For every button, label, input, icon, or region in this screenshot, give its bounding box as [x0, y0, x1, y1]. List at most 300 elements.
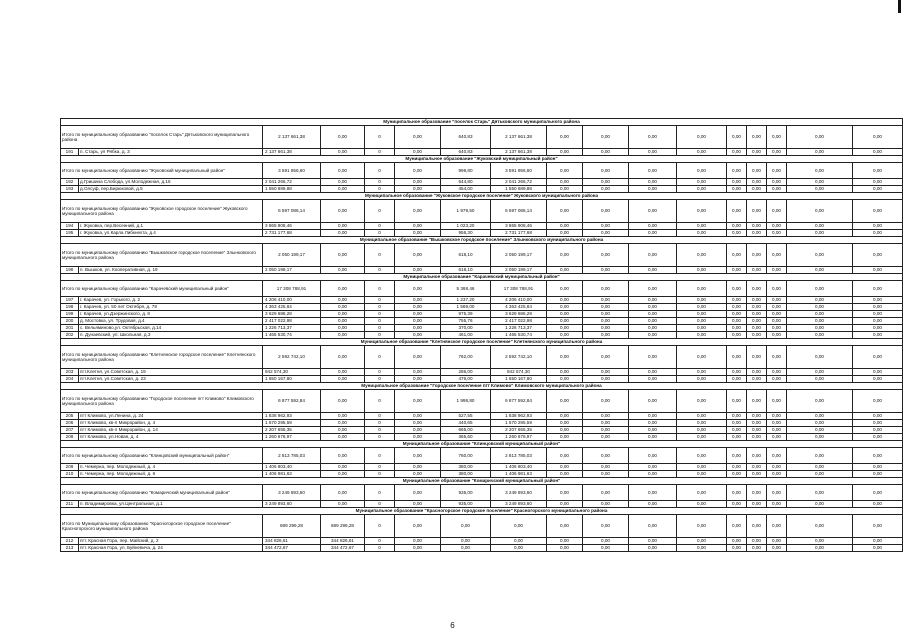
municipality-title: Муниципальное образование "Городское поселение пгт Климово" Климовского муниципального района	[61, 383, 903, 390]
row-value: 1 550 689,88	[491, 186, 547, 193]
total-value: 0,00	[547, 281, 583, 297]
total-value: 1 998,80	[441, 390, 491, 413]
row-value: 0,00	[747, 186, 767, 193]
row-value: 0,00	[677, 545, 727, 552]
row-number: 197	[61, 297, 79, 304]
row-value: 0,00	[853, 420, 903, 427]
row-value: 0,00	[321, 325, 365, 332]
municipality-total-row	[61, 200, 903, 223]
municipality-header-row	[61, 478, 903, 485]
row-value: 0,00	[767, 501, 787, 508]
row-value: 0,00	[727, 538, 747, 545]
row-value: 1 838 962,93	[491, 413, 547, 420]
total-value: 0,00	[491, 515, 547, 538]
municipality-header-row	[61, 339, 903, 346]
house-address: пгт Климово, ул.Ленина, д. 24	[79, 413, 263, 420]
table-row	[61, 149, 903, 156]
row-value: 0,00	[583, 413, 629, 420]
house-address: п. Старь, ул Рябка, д. 3	[79, 149, 263, 156]
row-number: 206	[61, 420, 79, 427]
municipality-header-row	[61, 156, 903, 163]
row-value: 1 406 981,63	[263, 471, 321, 478]
row-value: 2 050 199,17	[263, 267, 321, 274]
row-value: 0,00	[547, 427, 583, 434]
row-value: 0	[365, 471, 395, 478]
row-number: 213	[61, 545, 79, 552]
row-value: 0,00	[547, 223, 583, 230]
row-value: 0,00	[395, 376, 441, 383]
municipality-header-row	[61, 193, 903, 200]
total-value: 0,00	[853, 244, 903, 267]
row-value: 640,83	[441, 149, 491, 156]
row-value: 755,76	[441, 318, 491, 325]
total-value: 0	[365, 200, 395, 223]
row-value: 0,00	[677, 297, 727, 304]
row-value: 0,00	[853, 413, 903, 420]
row-value: 0,00	[853, 186, 903, 193]
table-row	[61, 376, 903, 383]
total-value: 0,00	[727, 200, 747, 223]
row-value: 0,00	[321, 223, 365, 230]
row-value: 0,00	[853, 369, 903, 376]
municipality-total-row	[61, 244, 903, 267]
table-row	[61, 545, 903, 552]
total-value: 2 592 742,10	[491, 346, 547, 369]
row-value: 0,00	[677, 311, 727, 318]
row-value: 0,00	[677, 149, 727, 156]
house-address: п. Чемерна, пер. Молодежный, д. 6	[79, 471, 263, 478]
row-value: 0,00	[395, 413, 441, 420]
row-value: 0,00	[767, 464, 787, 471]
total-value: 0	[365, 515, 395, 538]
row-value: 0	[365, 267, 395, 274]
total-value: 0,00	[677, 244, 727, 267]
house-address: г. Жуковка, пер.Весенний, д.1	[79, 223, 263, 230]
total-value: 0,00	[853, 448, 903, 464]
total-value: 0,00	[321, 163, 365, 179]
row-value: 0,00	[395, 149, 441, 156]
municipality-title: Муниципальное образование "Клетнянское городское поселение" Клетнянского муниципального района	[61, 339, 903, 346]
row-value: 0,00	[853, 545, 903, 552]
total-value: 640,83	[441, 126, 491, 149]
row-number: 202	[61, 332, 79, 339]
total-value: 0,00	[547, 515, 583, 538]
row-value: 1 569,00	[441, 304, 491, 311]
municipality-total-row	[61, 281, 903, 297]
row-value: 0,00	[491, 545, 547, 552]
total-value: 998,80	[441, 163, 491, 179]
total-value: 0,00	[787, 515, 853, 538]
total-label: Итого по муниципальному образованию "Жуковское городское поселение" Жуковского муниципального района	[61, 200, 263, 223]
total-label: Итого по муниципальному образованию "Карачевский муниципальный район"	[61, 281, 263, 297]
total-value: 0,00	[853, 515, 903, 538]
row-value: 0,00	[853, 149, 903, 156]
row-value: 0,00	[629, 318, 677, 325]
row-value: 0,00	[787, 267, 853, 274]
row-value: 0,00	[677, 186, 727, 193]
row-value: 0,00	[547, 369, 583, 376]
table-row	[61, 186, 903, 193]
row-value: 0,00	[747, 230, 767, 237]
row-value: 0	[365, 332, 395, 339]
row-value: 0,00	[677, 369, 727, 376]
house-address: пгт Климово, кв-л Микрорайон, д. 14	[79, 427, 263, 434]
table-row	[61, 332, 903, 339]
row-value: 0,00	[787, 434, 853, 441]
row-value: 0,00	[727, 304, 747, 311]
municipality-header-row	[61, 441, 903, 448]
total-value: 0,00	[547, 244, 583, 267]
row-value: 1 650 167,80	[263, 376, 321, 383]
house-address: п. Чемерна, пер. Молодежный, д. 4	[79, 464, 263, 471]
row-value: 0,00	[747, 311, 767, 318]
total-value: 0,00	[395, 390, 441, 413]
total-value: 0,00	[321, 200, 365, 223]
total-value: 0,00	[787, 244, 853, 267]
row-value: 1 226 713,37	[263, 325, 321, 332]
row-value: 0,00	[727, 471, 747, 478]
row-value: 0,00	[677, 179, 727, 186]
row-value: 0,00	[629, 179, 677, 186]
municipality-title: Муниципальное образование "Красногорское городское поселение" Красногорского муниципального района	[61, 508, 903, 515]
total-value: 2 050 199,17	[263, 244, 321, 267]
row-value: 0,00	[629, 369, 677, 376]
table-row	[61, 413, 903, 420]
total-value: 0,00	[583, 126, 629, 149]
total-value: 0,00	[787, 390, 853, 413]
total-value: 0	[365, 390, 395, 413]
row-value: 0,00	[547, 376, 583, 383]
total-value: 17 308 788,91	[491, 281, 547, 297]
row-value: 0,00	[547, 297, 583, 304]
total-value: 0,00	[629, 448, 677, 464]
row-value: 0,00	[853, 434, 903, 441]
row-value: 0,00	[629, 420, 677, 427]
row-value: 0,00	[583, 420, 629, 427]
row-value: 2 731 177,68	[263, 230, 321, 237]
row-value: 0,00	[767, 297, 787, 304]
row-value: 0,00	[321, 179, 365, 186]
total-value: 0,00	[787, 281, 853, 297]
row-value: 0,00	[547, 538, 583, 545]
row-value: 0,00	[321, 420, 365, 427]
total-value: 0,00	[747, 163, 767, 179]
row-value: 0,00	[395, 545, 441, 552]
row-value: 0,00	[395, 325, 441, 332]
total-value: 2 813 785,03	[263, 448, 321, 464]
row-value: 0	[365, 325, 395, 332]
row-value: 956,30	[441, 230, 491, 237]
row-value: 0,00	[787, 325, 853, 332]
total-value: 0,00	[629, 515, 677, 538]
total-value: 3 591 956,60	[491, 163, 547, 179]
row-number: 207	[61, 427, 79, 434]
table-row	[61, 230, 903, 237]
row-value: 0,00	[629, 376, 677, 383]
total-value: 0,00	[677, 448, 727, 464]
row-value: 0,00	[583, 376, 629, 383]
row-value: 0,00	[747, 413, 767, 420]
total-value: 0,00	[853, 200, 903, 223]
row-value: 0	[365, 311, 395, 318]
row-value: 0,00	[747, 420, 767, 427]
total-value: 0,00	[583, 515, 629, 538]
total-label: Итого по муниципальному образованию "поселок Старь" Дятьковского муниципального района	[61, 126, 263, 149]
row-number: 193	[61, 186, 79, 193]
row-value: 0	[365, 297, 395, 304]
row-value: 0,00	[767, 420, 787, 427]
municipality-header-row	[61, 508, 903, 515]
total-value: 0,00	[747, 485, 767, 501]
house-address: г. Карачев, ул. Горького, д. 2	[79, 297, 263, 304]
row-value: 0,00	[853, 427, 903, 434]
total-value: 0,00	[767, 485, 787, 501]
row-value: 454,00	[441, 186, 491, 193]
total-value: 0,00	[321, 346, 365, 369]
row-value: 0,00	[853, 304, 903, 311]
row-value: 0	[365, 304, 395, 311]
row-value: 0,00	[321, 369, 365, 376]
row-number: 205	[61, 413, 79, 420]
row-value: 4 206 410,00	[491, 297, 547, 304]
row-value: 0,00	[677, 501, 727, 508]
total-value: 0,00	[727, 515, 747, 538]
total-value: 0,00	[629, 346, 677, 369]
row-value: 0,00	[853, 297, 903, 304]
row-value: 0,00	[767, 267, 787, 274]
row-value: 0,00	[767, 427, 787, 434]
row-value: 2 041 266,72	[263, 179, 321, 186]
total-value: 0,00	[583, 200, 629, 223]
row-value: 0,00	[547, 230, 583, 237]
municipality-total-row	[61, 515, 903, 538]
row-number: 191	[61, 149, 79, 156]
row-value: 0,00	[727, 267, 747, 274]
table-row	[61, 304, 903, 311]
total-value: 0,00	[583, 485, 629, 501]
row-value: 0,00	[787, 297, 853, 304]
row-value: 0,00	[727, 413, 747, 420]
row-value: 0	[365, 149, 395, 156]
house-address: д.Олсуф, пер.Бирюковой, д.5	[79, 186, 263, 193]
row-value: 0,00	[853, 325, 903, 332]
house-address: пгт Климово, ул.Новая, д. 4	[79, 434, 263, 441]
row-value: 0,00	[747, 369, 767, 376]
row-value: 2 041 266,72	[491, 179, 547, 186]
row-value: 2 050 199,17	[491, 267, 547, 274]
row-value: 1 406 981,63	[491, 471, 547, 478]
row-number: 204	[61, 376, 79, 383]
row-value: 0	[365, 376, 395, 383]
row-value: 0,00	[395, 304, 441, 311]
row-value: 0,00	[787, 318, 853, 325]
row-number: 199	[61, 311, 79, 318]
row-value: 0,00	[629, 545, 677, 552]
row-value: 0,00	[583, 332, 629, 339]
row-number: 211	[61, 501, 79, 508]
row-value: 0,00	[321, 149, 365, 156]
total-value: 6 597 086,14	[263, 200, 321, 223]
row-value: 0,00	[787, 311, 853, 318]
total-value: 17 308 788,91	[263, 281, 321, 297]
row-value: 4 363 425,84	[263, 304, 321, 311]
row-value: 0,00	[747, 149, 767, 156]
row-value: 461,00	[441, 332, 491, 339]
row-value: 0,00	[547, 149, 583, 156]
row-value: 0,00	[677, 223, 727, 230]
row-value: 0,00	[547, 434, 583, 441]
row-value: 0,00	[491, 538, 547, 545]
house-address: г. Карачев, ул. 50 лет Октября, д. 78	[79, 304, 263, 311]
row-number: 210	[61, 471, 79, 478]
row-value: 0,00	[441, 538, 491, 545]
total-value: 6 597 086,14	[491, 200, 547, 223]
row-value: 0	[365, 427, 395, 434]
total-value: 0,00	[583, 448, 629, 464]
row-value: 0,00	[583, 369, 629, 376]
row-value: 1 838 962,93	[263, 413, 321, 420]
row-value: 1 406 803,40	[263, 464, 321, 471]
margin-mark	[898, 0, 901, 13]
row-value: 0,00	[583, 427, 629, 434]
municipality-header-row	[61, 119, 903, 126]
total-value: 6 877 592,84	[491, 390, 547, 413]
row-value: 344 826,61	[321, 538, 365, 545]
total-value: 0,00	[727, 126, 747, 149]
row-value: 0,00	[583, 186, 629, 193]
municipality-title: Муниципальное образование "Комаричский муниципальный район"	[61, 478, 903, 485]
row-value: 0,00	[583, 149, 629, 156]
row-value: 0,00	[767, 369, 787, 376]
total-value: 1 979,50	[441, 200, 491, 223]
total-value: 0,00	[677, 346, 727, 369]
total-value: 0,00	[787, 163, 853, 179]
row-value: 0,00	[321, 413, 365, 420]
row-number: 198	[61, 304, 79, 311]
row-value: 0,00	[629, 297, 677, 304]
row-value: 0,00	[677, 427, 727, 434]
total-value: 0,00	[677, 126, 727, 149]
total-label: Итого по муниципальному образованию "Городское поселение пгт Климово" Климовского муниципального района	[61, 390, 263, 413]
row-value: 0,00	[321, 376, 365, 383]
row-value: 0,00	[787, 186, 853, 193]
total-value: 0,00	[767, 346, 787, 369]
row-value: 365,60	[441, 434, 491, 441]
total-value: 0,00	[767, 163, 787, 179]
municipality-total-row	[61, 390, 903, 413]
total-value: 0,00	[395, 448, 441, 464]
row-value: 0,00	[767, 413, 787, 420]
house-address: д. Мостовка, ул. Трудовая, д.4	[79, 318, 263, 325]
row-value: 0	[365, 369, 395, 376]
row-value: 0,00	[727, 420, 747, 427]
row-value: 3 629 686,28	[263, 311, 321, 318]
row-value: 1 260 678,97	[263, 434, 321, 441]
house-address: г. Жуковка, ул.Карла Либкнехта, д.4	[79, 230, 263, 237]
row-value: 0,00	[321, 434, 365, 441]
row-value: 0,00	[395, 471, 441, 478]
municipality-header-row	[61, 274, 903, 281]
total-value: 0,00	[727, 485, 747, 501]
row-value: 0,00	[547, 501, 583, 508]
row-value: 0,00	[321, 332, 365, 339]
row-value: 0,00	[767, 311, 787, 318]
row-value: 0,00	[727, 369, 747, 376]
total-value: 0,00	[677, 485, 727, 501]
house-address: пгт.Клетня, ул.Советская, д. 19	[79, 369, 263, 376]
row-value: 0,00	[583, 325, 629, 332]
total-value: 0,00	[727, 448, 747, 464]
total-value: 0,00	[747, 515, 767, 538]
row-value: 2 137 661,38	[491, 149, 547, 156]
row-value: 0,00	[787, 420, 853, 427]
row-value: 0,00	[853, 318, 903, 325]
row-value: 1 237,20	[441, 297, 491, 304]
total-value: 0,00	[727, 163, 747, 179]
row-value: 0,00	[677, 538, 727, 545]
row-value: 0,00	[727, 376, 747, 383]
row-value: 0,00	[321, 230, 365, 237]
total-value: 0,00	[395, 244, 441, 267]
row-value: 0,00	[629, 149, 677, 156]
total-value: 0,00	[767, 244, 787, 267]
row-value: 0,00	[767, 304, 787, 311]
row-value: 0,00	[395, 297, 441, 304]
row-value: 665,00	[441, 427, 491, 434]
house-address: п. Вышков, ул. Кооперативная, д. 19	[79, 267, 263, 274]
row-value: 0,00	[321, 267, 365, 274]
total-value: 0,00	[677, 200, 727, 223]
house-address: пгт. Красная Гора, ул. Буйневича, д. 24	[79, 545, 263, 552]
row-value: 0,00	[547, 471, 583, 478]
row-value: 0,00	[395, 369, 441, 376]
row-value: 344 826,61	[263, 538, 321, 545]
row-value: 0,00	[747, 325, 767, 332]
total-value: 0,00	[787, 200, 853, 223]
row-value: 0,00	[727, 230, 747, 237]
row-value: 0	[365, 179, 395, 186]
row-value: 1 650 167,80	[491, 376, 547, 383]
row-value: 0,00	[441, 545, 491, 552]
total-value: 0,00	[629, 244, 677, 267]
total-value: 0,00	[727, 244, 747, 267]
row-value: 0,00	[677, 471, 727, 478]
row-number: 209	[61, 464, 79, 471]
row-value: 380,00	[441, 471, 491, 478]
row-value: 0,00	[395, 186, 441, 193]
row-value: 0,00	[395, 501, 441, 508]
total-value: 0,00	[583, 390, 629, 413]
row-value: 0,00	[395, 311, 441, 318]
row-value: 0,00	[395, 332, 441, 339]
row-value: 0,00	[727, 545, 747, 552]
row-value: 0,00	[747, 427, 767, 434]
total-value: 0	[365, 346, 395, 369]
total-label: Итого по муниципальному образованию "Комаричский муниципальный район"	[61, 485, 263, 501]
total-value: 0,00	[321, 390, 365, 413]
total-value: 6 877 592,84	[263, 390, 321, 413]
row-value: 0,00	[629, 501, 677, 508]
total-label: Итого по муниципальному образованию "Клетнянское городское поселение" Клетнянского муниципального района	[61, 346, 263, 369]
row-value: 0,00	[321, 464, 365, 471]
row-value: 0,00	[395, 267, 441, 274]
total-value: 0,00	[547, 126, 583, 149]
row-value: 0,00	[583, 223, 629, 230]
total-value: 2 592 742,10	[263, 346, 321, 369]
table-row	[61, 267, 903, 274]
row-value: 0,00	[629, 332, 677, 339]
row-value: 0,00	[547, 318, 583, 325]
